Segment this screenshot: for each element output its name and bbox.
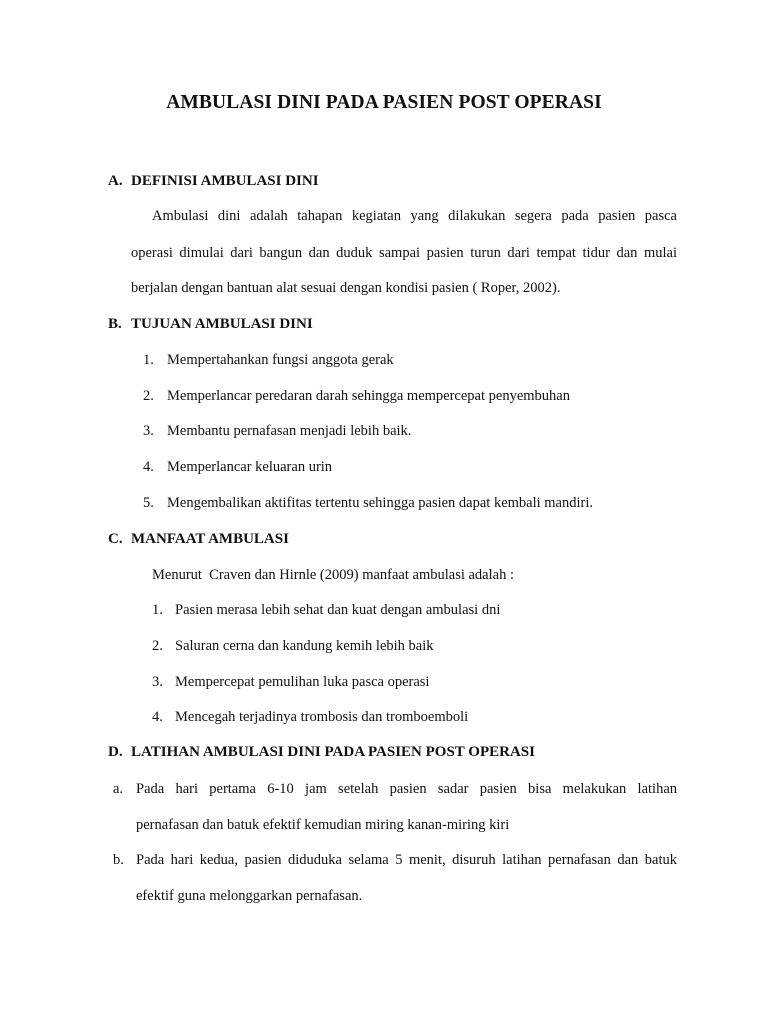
list-item-number: a. <box>113 781 124 797</box>
list-item-number: 2. <box>143 388 154 404</box>
list-item: Pada hari pertama 6-10 jam setelah pasien sadar pasien bisa melakukan latihan <box>136 781 677 797</box>
section-b-marker: B. <box>108 316 122 332</box>
section-a-line-2: operasi dimulai dari bangun dan duduk sampai pasien turun dari tempat tidur dan mulai <box>131 245 677 261</box>
list-item-number: b. <box>113 852 124 868</box>
list-item: Mempercepat pemulihan luka pasca operasi <box>175 674 430 690</box>
list-item-number: 3. <box>143 423 154 439</box>
section-c-intro: Menurut Craven dan Hirnle (2009) manfaat ambulasi adalah : <box>152 567 514 583</box>
section-c-heading: MANFAAT AMBULASI <box>131 531 289 547</box>
list-item-continuation: efektif guna melonggarkan pernafasan. <box>136 888 363 904</box>
section-d-marker: D. <box>108 744 123 760</box>
section-a-line-1: Ambulasi dini adalah tahapan kegiatan yang dilakukan segera pada pasien pasca <box>152 208 677 224</box>
list-item-number: 3. <box>152 674 163 690</box>
list-item-number: 2. <box>152 638 163 654</box>
list-item: Saluran cerna dan kandung kemih lebih baik <box>175 638 434 654</box>
section-a-marker: A. <box>108 173 123 189</box>
list-item: Mengembalikan aktifitas tertentu sehingga pasien dapat kembali mandiri. <box>167 495 594 511</box>
list-item-number: 1. <box>152 602 163 618</box>
section-a-line-3: berjalan dengan bantuan alat sesuai dengan kondisi pasien ( Roper, 2002). <box>131 280 561 296</box>
list-item: Membantu pernafasan menjadi lebih baik. <box>167 423 412 439</box>
list-item-number: 4. <box>143 459 154 475</box>
list-item: Pada hari kedua, pasien diduduka selama 5 menit, disuruh latihan pernafasan dan batuk <box>136 852 677 868</box>
section-b-heading: TUJUAN AMBULASI DINI <box>131 316 313 332</box>
list-item: Mencegah terjadinya trombosis dan tromboemboli <box>175 709 469 725</box>
list-item-number: 5. <box>143 495 154 511</box>
list-item-continuation: pernafasan dan batuk efektif kemudian miring kanan-miring kiri <box>136 817 510 833</box>
list-item: Pasien merasa lebih sehat dan kuat dengan ambulasi dni <box>175 602 501 618</box>
document-title: AMBULASI DINI PADA PASIEN POST OPERASI <box>166 92 602 113</box>
list-item-number: 1. <box>143 352 154 368</box>
section-c-marker: C. <box>108 531 123 547</box>
section-a-heading: DEFINISI AMBULASI DINI <box>131 173 319 189</box>
section-d-heading: LATIHAN AMBULASI DINI PADA PASIEN POST OPERASI <box>131 744 535 760</box>
list-item-number: 4. <box>152 709 163 725</box>
list-item: Memperlancar keluaran urin <box>167 459 333 475</box>
list-item: Mempertahankan fungsi anggota gerak <box>167 352 394 368</box>
list-item: Memperlancar peredaran darah sehingga mempercepat penyembuhan <box>167 388 570 404</box>
